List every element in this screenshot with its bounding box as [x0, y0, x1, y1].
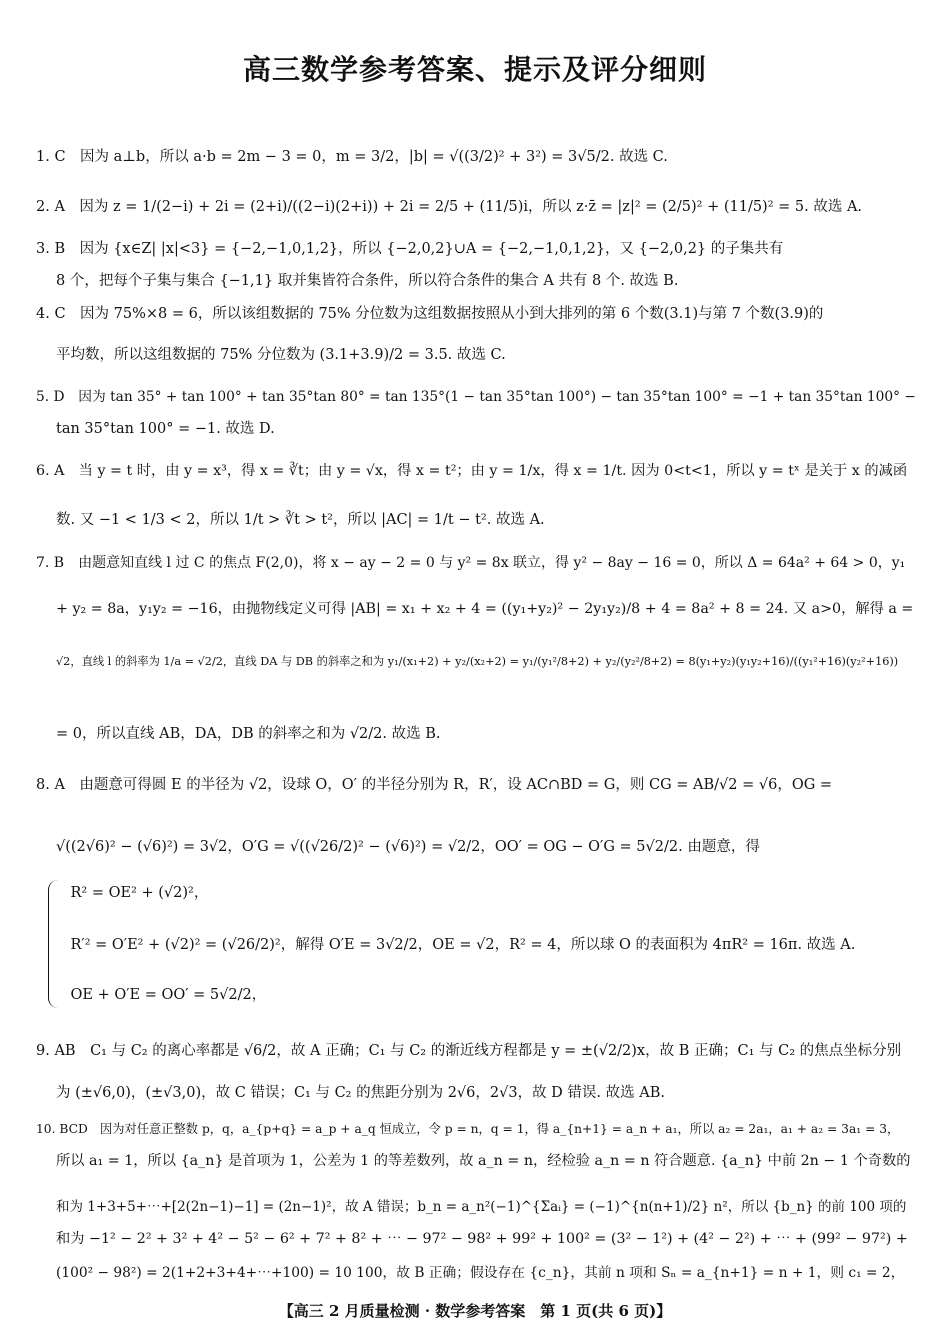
answer-line: R² = OE² + (√2)²，	[56, 885, 209, 901]
page-footer: 【高三 2 月质量检测 · 数学参考答案 第 1 页(共 6 页)】	[278, 1302, 672, 1320]
answer-line: √2，直线 l 的斜率为 1/a = √2/2，直线 DA 与 DB 的斜率之和为 y₁/(x₁+2) + y₂/(x₂+2) = y₁/(y₁²/8+2) + y₂/(y₂²/8+2) = 8(y₁+y₂)(y₁y₂+16)/((y₁²+16)(y₂²+16))	[56, 655, 899, 668]
answer-line: 7. B 由题意知直线 l 过 C 的焦点 F(2,0)，将 x − ay − 2 = 0 与 y² = 8x 联立，得 y² − 8ay − 16 = 0，所以 Δ = 64a² + 64 > 0，y₁	[36, 555, 906, 571]
answer-line: √((2√6)² − (√6)²) = 3√2，O′G = √((√26/2)² − (√6)²) = √2/2，OO′ = OG − O′G = 5√2/2. 由题意，得	[56, 839, 760, 855]
answer-line: 8. A 由题意可得圆 E 的半径为 √2，设球 O，O′ 的半径分别为 R，R′，设 AC∩BD = G，则 CG = AB/√2 = √6，OG =	[36, 777, 833, 793]
answer-line: 8 个，把每个子集与集合 {−1,1} 取并集皆符合条件，所以符合条件的集合 A 共有 8 个. 故选 B.	[56, 273, 679, 289]
answer-line: 1. C 因为 a⊥b，所以 a·b = 2m − 3 = 0，m = 3/2，|b| = √((3/2)² + 3²) = 3√5/2. 故选 C.	[36, 149, 668, 165]
answer-line: 数. 又 −1 < 1/3 < 2，所以 1/t > ∛t > t²，所以 |AC| = 1/t − t². 故选 A.	[56, 512, 545, 528]
answer-line: 所以 a₁ = 1，所以 {a_n} 是首项为 1，公差为 1 的等差数列，故 a_n = n，经检验 a_n = n 符合题意. {a_n} 中前 2n − 1 个奇数的	[56, 1153, 911, 1169]
answer-line: 9. AB C₁ 与 C₂ 的离心率都是 √6/2，故 A 正确；C₁ 与 C₂ 的渐近线方程都是 y = ±(√2/2)x，故 B 正确；C₁ 与 C₂ 的焦点坐标分别	[36, 1043, 902, 1059]
answer-line: 2. A 因为 z = 1/(2−i) + 2i = (2+i)/((2−i)(2+i)) + 2i = 2/5 + (11/5)i，所以 z·z̄ = |z|² = (2/5)² + (11/5)² = 5. 故选 A.	[36, 199, 863, 215]
answer-line: = 0，所以直线 AB，DA，DB 的斜率之和为 √2/2. 故选 B.	[56, 726, 441, 742]
answer-line: R′² = O′E² + (√2)² = (√26/2)²，解得 O′E = 3√2/2，OE = √2，R² = 4，所以球 O 的表面积为 4πR² = 16π. 故选 A.	[56, 937, 856, 953]
answer-line: 和为 1+3+5+⋯+[2(2n−1)−1] = (2n−1)²，故 A 错误；b_n = a_n²(−1)^{Σaᵢ} = (−1)^{n(n+1)/2} n²，所以 {b_n} 的前 100 项的	[56, 1199, 907, 1215]
answer-line: tan 35°tan 100° = −1. 故选 D.	[56, 421, 275, 437]
answer-line: OE + O′E = OO′ = 5√2/2，	[56, 987, 267, 1003]
answer-line: 5. D 因为 tan 35° + tan 100° + tan 35°tan 80° = tan 135°(1 − tan 35°tan 100°) − tan 35°tan 100° = −1 + tan 35°tan 100° −	[36, 389, 916, 405]
answer-line: + y₂ = 8a，y₁y₂ = −16，由抛物线定义可得 |AB| = x₁ + x₂ + 4 = ((y₁+y₂)² − 2y₁y₂)/8 + 4 = 8a² + 8 = 24. 又 a>0，解得 a =	[56, 601, 914, 617]
answer-line: 为 (±√6,0)，(±√3,0)，故 C 错误；C₁ 与 C₂ 的焦距分别为 2√6，2√3，故 D 错误. 故选 AB.	[56, 1085, 665, 1101]
answer-line: 和为 −1² − 2² + 3² + 4² − 5² − 6² + 7² + 8² + ⋯ − 97² − 98² + 99² + 100² = (3² − 1²) + (4² − 2²) + ⋯ + (99² − 97²) +	[56, 1231, 908, 1247]
page-title: 高三数学参考答案、提示及评分细则	[242, 53, 707, 86]
answer-line: 平均数，所以这组数据的 75% 分位数为 (3.1+3.9)/2 = 3.5. 故选 C.	[56, 347, 506, 363]
answer-line: 6. A 当 y = t 时，由 y = x³，得 x = ∛t；由 y = √x，得 x = t²；由 y = 1/x，得 x = 1/t. 因为 0<t<1，所以 y = tˣ 是关于 x 的减函	[36, 463, 908, 479]
answer-line: 3. B 因为 {x∈Z| |x|<3} = {−2,−1,0,1,2}，所以 {−2,0,2}∪A = {−2,−1,0,1,2}，又 {−2,0,2} 的子集共有	[36, 241, 784, 257]
answer-line: 10. BCD 因为对任意正整数 p，q，a_{p+q} = a_p + a_q 恒成立，令 p = n，q = 1，得 a_{n+1} = a_n + a₁，所以 a₂ = 2a₁，a₁ + a₂ = 3a₁ = 3，	[36, 1122, 900, 1136]
answer-line: (100² − 98²) = 2(1+2+3+4+⋯+100) = 10 100，故 B 正确；假设存在 {c_n}，其前 n 项和 Sₙ = a_{n+1} = n + 1，则 c₁ = 2，	[56, 1265, 905, 1281]
answer-line: 4. C 因为 75%×8 = 6，所以该组数据的 75% 分位数为这组数据按照从小到大排列的第 6 个数(3.1)与第 7 个数(3.9)的	[36, 306, 824, 322]
